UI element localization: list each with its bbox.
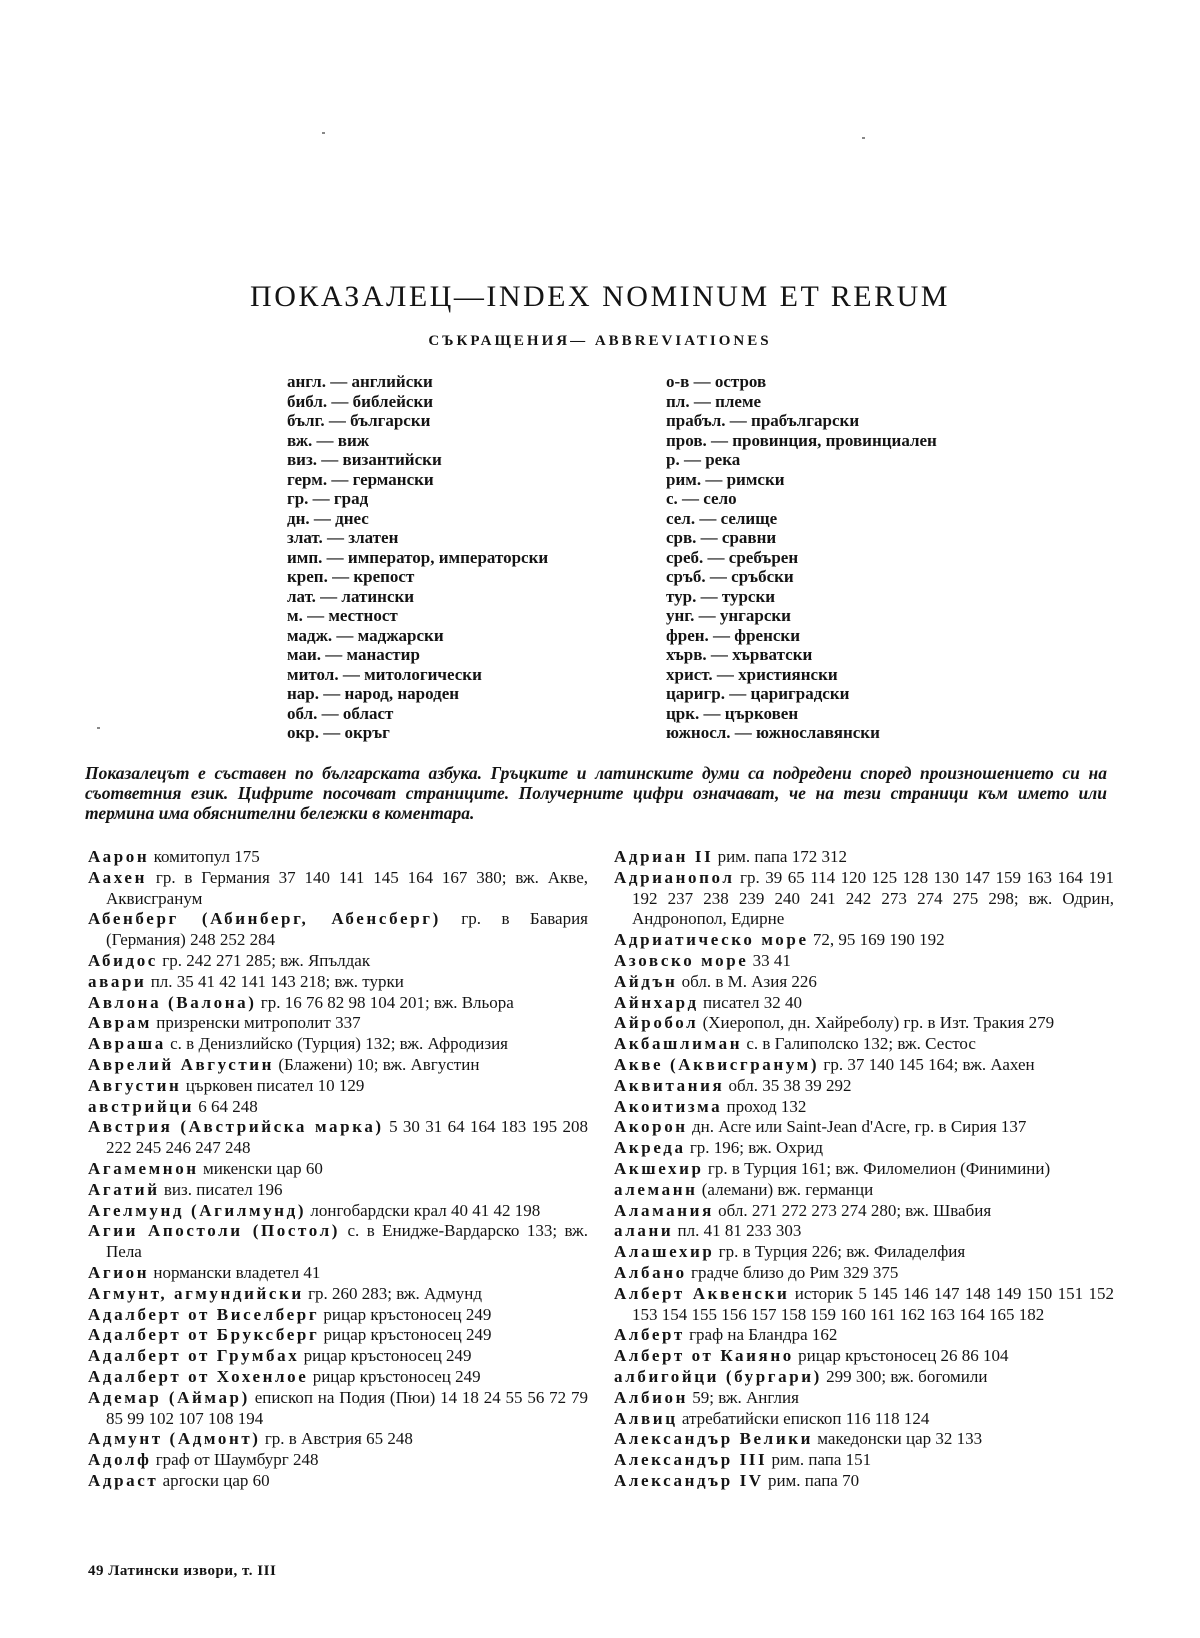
index-headword: Абидос [88, 950, 158, 970]
abbreviation-item: о-в — остров [666, 372, 767, 391]
index-entry [614, 1034, 1114, 1055]
index-entry-text: гр. 196; вж. Охрид [689, 1138, 824, 1158]
index-entry [614, 1117, 1114, 1138]
index-entry [614, 1201, 1114, 1222]
abbreviations-right-column [666, 372, 937, 743]
print-speck [97, 727, 100, 729]
index-headword: Агелмунд (Агилмунд) [88, 1200, 307, 1220]
abbreviation-item: герм. — германски [287, 469, 434, 489]
index-entry [614, 1159, 1114, 1180]
index-entry [88, 951, 588, 972]
abbreviations-heading: СЪКРАЩЕНИЯ— ABBREVIATIONES [428, 333, 772, 349]
index-entry [88, 1367, 588, 1388]
index-entry-text: аргоски цар 60 [162, 1470, 270, 1490]
index-headword: Айдън [614, 971, 678, 991]
index-headword: Агмунт, агмундийски [88, 1283, 304, 1303]
index-entry-text: рицар кръстоносец 249 [312, 1366, 481, 1386]
index-headword: Адалберт от Хохенлое [88, 1366, 309, 1386]
abbreviation-item: библ. — библейски [287, 391, 434, 411]
index-entry [614, 951, 1114, 972]
index-entry [614, 1055, 1114, 1076]
index-entry [614, 1242, 1114, 1263]
abbreviation-item: злат. — златен [287, 528, 399, 547]
index-entry [614, 972, 1114, 993]
abbreviation-item: митол. — митологически [287, 664, 482, 684]
abbreviation-item: вж. — виж [287, 430, 370, 450]
index-entry-text: рим. папа 151 [771, 1450, 872, 1470]
index-entry-text: нормански владетел 41 [153, 1262, 321, 1282]
index-entry [88, 972, 588, 993]
abbreviation-item: прабъл. — прабългарски [666, 411, 860, 430]
index-headword: Алвиц [614, 1408, 678, 1428]
index-headword: Азовско море [614, 950, 749, 970]
index-entry-text: гр. в Турция 161; вж. Филомелион (Финимини) [707, 1158, 1051, 1178]
index-entry-text: 33 41 [752, 950, 791, 970]
index-entry [88, 1305, 588, 1326]
index-entry-text: историк 5 145 146 147 148 149 150 151 152 153 154 155 156 157 158 159 160 161 162 163 164 165 182 [632, 1283, 1114, 1324]
index-entry [614, 1097, 1114, 1118]
abbreviation-item: южносл. — южнославянски [666, 723, 880, 742]
index-entry-text: проход 132 [726, 1096, 807, 1116]
index-entry [614, 1325, 1114, 1346]
abbreviation-item: срв. — сравни [666, 528, 777, 547]
abbreviation-item: царигр. — цариградски [666, 684, 850, 703]
index-entry [88, 1013, 588, 1034]
abbreviation-item: англ. — английски [287, 372, 433, 391]
abbreviation-item: лат. — латински [287, 586, 415, 606]
index-entry-text: гр. в Турция 226; вж. Филаделфия [718, 1242, 966, 1262]
index-entry [614, 1450, 1114, 1471]
index-entry [88, 1117, 588, 1159]
abbreviation-item: окр. — окръг [287, 723, 390, 742]
index-headword: Аарон [88, 847, 150, 866]
abbreviation-item: пл. — племе [666, 391, 762, 411]
index-entry [614, 1471, 1114, 1492]
index-column-left [88, 847, 588, 1492]
index-entry [614, 1263, 1114, 1284]
abbreviation-item: дн. — днес [287, 508, 369, 528]
index-headword: Адрианопол [614, 867, 735, 887]
index-headword: Адалберт от Бруксберг [88, 1325, 320, 1345]
index-note: Показалецът е съставен по българската азбука. Гръцките и латинските думи са подредени според произношението си на съответния език. Цифрите посочват страниците. Получерните цифри означават, че на тези страници към името или термина има обяснителни бележки в коментара. [85, 763, 1107, 823]
index-entry [614, 868, 1114, 930]
index-headword: Александър Велики [614, 1429, 814, 1449]
index-headword: авари [88, 971, 147, 991]
abbreviation-item: рим. — римски [666, 469, 785, 489]
index-entry-text: (Блажени) 10; вж. Августин [278, 1054, 480, 1074]
index-headword: австрийци [88, 1096, 195, 1116]
index-headword: Александър III [614, 1450, 768, 1470]
index-headword: Авраша [88, 1034, 166, 1054]
index-headword: Алберт Аквенски [614, 1283, 790, 1303]
abbreviation-item: сел. — селище [666, 508, 778, 528]
index-headword: Аврам [88, 1013, 152, 1033]
index-headword: Акве (Аквисгранум) [614, 1054, 820, 1074]
index-entry-text: гр. 16 76 82 98 104 201; вж. Вльора [260, 992, 514, 1012]
abbreviation-item: нар. — народ, народен [287, 684, 460, 703]
abbreviation-item: м. — местност [287, 606, 398, 625]
abbreviation-item: френ. — френски [666, 625, 800, 645]
index-entry-text: градче близо до Рим 329 375 [690, 1262, 899, 1282]
index-entry [88, 1201, 588, 1222]
index-entry-text: с. в Енидже-Вардарско 133; вж. Пела [106, 1221, 589, 1262]
index-entry [88, 1346, 588, 1367]
index-entry-text: 6 64 248 [198, 1096, 258, 1116]
index-entry-text: (алемани) вж. германци [701, 1179, 874, 1199]
index-headword: Акшехир [614, 1158, 704, 1178]
index-entry-text: пл. 35 41 42 141 143 218; вж. турки [150, 971, 404, 991]
index-entry [88, 868, 588, 910]
index-headword: Алберт [614, 1325, 685, 1345]
index-headword: Агамемнон [88, 1158, 199, 1178]
index-entry [88, 1284, 588, 1305]
index-entry [614, 1138, 1114, 1159]
index-entry-text: граф на Бландра 162 [689, 1325, 838, 1345]
index-headword: Адмунт (Адмонт) [88, 1429, 261, 1449]
index-headword: Акбашлиман [614, 1034, 743, 1054]
index-headword: Алберт от Каияно [614, 1346, 794, 1366]
abbreviation-item: гр. — град [287, 489, 369, 508]
index-column-right [614, 847, 1114, 1492]
index-headword: Айробол [614, 1013, 699, 1033]
index-entry-text: гр. 242 271 285; вж. Япълдак [162, 950, 371, 970]
index-entry-text: рим. папа 70 [767, 1470, 860, 1490]
page-title: ПОКАЗАЛЕЦ—INDEX NOMINUM ET RERUM [250, 280, 950, 313]
index-entry-text: гр. в Германия 37 140 141 145 164 167 380; вж. Акве, Аквисгранум [106, 867, 588, 908]
index-entry [88, 847, 588, 868]
index-entry-text: рицар кръстоносец 26 86 104 [798, 1346, 1009, 1366]
abbreviation-item: обл. — област [287, 703, 394, 723]
abbreviation-item: сръб. — сръбски [666, 567, 794, 586]
index-entry [88, 1221, 588, 1263]
index-headword: Абенберг (Абинберг, Абенсберг) [88, 909, 441, 929]
abbreviation-item: пров. — провинция, провинциален [666, 430, 937, 450]
index-entry-text: писател 32 40 [702, 992, 802, 1012]
index-entry-text: лонгобардски крал 40 41 42 198 [310, 1200, 541, 1220]
index-entry [88, 1388, 588, 1430]
index-entry-text: призренски митрополит 337 [156, 1013, 361, 1033]
index-entry-text: дн. Acre или Saint-Jean d'Acre, гр. в Сирия 137 [691, 1117, 1027, 1137]
index-entry [614, 1221, 1114, 1242]
index-entry [88, 1471, 588, 1492]
index-headword: Аврелий Августин [88, 1054, 275, 1074]
abbreviation-item: имп. — император, императорски [287, 547, 549, 567]
abbreviation-item: креп. — крепост [287, 567, 415, 586]
index-entry [614, 847, 1114, 868]
index-headword: Албион [614, 1387, 689, 1407]
index-headword: Аквитания [614, 1075, 725, 1095]
index-headword: Агион [88, 1262, 150, 1282]
index-headword: Агии Апостоли (Постол) [88, 1221, 341, 1241]
index-entry-text: рицар кръстоносец 249 [323, 1304, 492, 1324]
index-entry [614, 930, 1114, 951]
index-entry-text: 72, 95 169 190 192 [812, 930, 945, 950]
index-headword: Алашехир [614, 1242, 715, 1262]
index-headword: Адриатическо море [614, 930, 809, 950]
index-entry-text: рицар кръстоносец 249 [303, 1346, 472, 1366]
abbreviation-item: унг. — унгарски [666, 606, 791, 625]
index-headword: Аламания [614, 1200, 714, 1220]
abbreviation-item: виз. — византийски [287, 450, 442, 469]
index-entry-text: микенски цар 60 [202, 1158, 323, 1178]
index-entry [614, 1346, 1114, 1367]
abbreviation-item: бълг. — български [287, 411, 431, 430]
index-entry [88, 1159, 588, 1180]
index-headword: Авлона (Валона) [88, 992, 257, 1012]
index-headword: Адалберт от Грумбах [88, 1346, 300, 1366]
index-entry [88, 1450, 588, 1471]
index-entry-text: обл. в М. Азия 226 [681, 971, 817, 991]
abbreviation-item: с. — село [666, 489, 737, 508]
index-entry-text: рицар кръстоносец 249 [323, 1325, 492, 1345]
index-entry [88, 1034, 588, 1055]
index-headword: Августин [88, 1075, 182, 1095]
index-headword: Акоитизма [614, 1096, 723, 1116]
index-entry-text: с. в Денизлийско (Турция) 132; вж. Афродизия [170, 1034, 508, 1054]
index-entry [88, 1097, 588, 1118]
abbreviations-left-column [287, 372, 548, 743]
index-entry [614, 1388, 1114, 1409]
index-entry-text: гр. 37 140 145 164; вж. Аахен [823, 1054, 1035, 1074]
index-entry [614, 1409, 1114, 1430]
index-entry-text: 5 30 31 64 164 183 195 208 222 245 246 247 248 [106, 1117, 589, 1158]
index-entry [88, 1076, 588, 1097]
index-headword: Акорон [614, 1117, 688, 1137]
index-headword: Адриан II [614, 847, 714, 866]
index-entry-text: македонски цар 32 133 [817, 1429, 983, 1449]
index-entry [88, 1429, 588, 1450]
index-entry [614, 993, 1114, 1014]
index-entry-text: (Хиеропол, дн. Хайреболу) гр. в Изт. Тракия 279 [702, 1013, 1055, 1033]
index-headword: Александър IV [614, 1470, 764, 1490]
page-footer: 49 Латински извори, т. III [88, 1563, 277, 1579]
index-headword: Адалберт от Виселберг [88, 1304, 320, 1324]
abbreviation-item: р. — река [666, 450, 741, 469]
index-headword: Айнхард [614, 992, 699, 1012]
index-headword: Адраст [88, 1470, 159, 1490]
index-entry-text: комитопул 175 [153, 847, 260, 866]
index-entry-text: 299 300; вж. богомили [826, 1366, 988, 1386]
index-headword: албигойци (бургари) [614, 1366, 822, 1386]
abbreviation-item: цpк. — църковен [666, 703, 799, 723]
index-entry [614, 1076, 1114, 1097]
index-entry [614, 1180, 1114, 1201]
index-entry [88, 1180, 588, 1201]
index-entry-text: виз. писател 196 [163, 1179, 283, 1199]
index-entry-text: 59; вж. Англия [692, 1387, 799, 1407]
index-headword: Адолф [88, 1450, 152, 1470]
index-entry [88, 1325, 588, 1346]
index-entry-text: обл. 35 38 39 292 [728, 1075, 852, 1095]
index-entry-text: епископ на Подия (Пюи) 14 18 24 55 56 72 79 85 99 102 107 108 194 [106, 1387, 588, 1428]
index-entry [614, 1429, 1114, 1450]
index-entry-text: обл. 271 272 273 274 280; вж. Швабия [718, 1200, 992, 1220]
index-headword: алани [614, 1221, 674, 1241]
abbreviation-item: среб. — сребърен [666, 547, 799, 567]
index-entry-text: църковен писател 10 129 [185, 1075, 365, 1095]
index-entry [88, 993, 588, 1014]
index-headword: Агатий [88, 1179, 160, 1199]
index-headword: Акреда [614, 1138, 686, 1158]
index-entry-text: граф от Шаумбург 248 [155, 1450, 319, 1470]
index-entry-text: гр. 260 283; вж. Адмунд [308, 1283, 482, 1303]
index-headword: Австрия (Австрийска марка) [88, 1117, 384, 1137]
index-entry-text: атребатийски епископ 116 118 124 [681, 1408, 930, 1428]
index-entry-text: с. в Галиполско 132; вж. Сестос [746, 1034, 976, 1054]
index-entry [88, 1263, 588, 1284]
abbreviation-item: хърв. — хърватски [666, 645, 813, 664]
abbreviation-item: тур. — турски [666, 586, 776, 606]
index-headword: Албано [614, 1262, 687, 1282]
index-entry [88, 909, 588, 951]
print-speck [862, 137, 865, 139]
index-headword: Аахен [88, 867, 147, 887]
abbreviation-item: мадж. — маджарски [287, 625, 444, 645]
print-speck [322, 132, 325, 134]
index-entry [614, 1013, 1114, 1034]
abbreviation-item: христ. — християнски [666, 664, 838, 684]
index-entry-text: гр. в Австрия 65 248 [264, 1429, 413, 1449]
index-entry [614, 1284, 1114, 1326]
index-entry-text: рим. папа 172 312 [717, 847, 847, 866]
abbreviation-item: маи. — манастир [287, 645, 420, 664]
index-entry [614, 1367, 1114, 1388]
index-entry-text: пл. 41 81 233 303 [677, 1221, 802, 1241]
index-headword: Адемар (Аймар) [88, 1387, 250, 1407]
index-headword: алеманн [614, 1179, 698, 1199]
index-entry [88, 1055, 588, 1076]
index-entry-text: гр. 39 65 114 120 125 128 130 147 159 163 164 191 192 237 238 239 240 241 242 273 274 275 298; вж. Одрин, Андронопол, Едирне [632, 867, 1115, 929]
index-entry-text: гр. в Бавария (Германия) 248 252 284 [106, 909, 588, 950]
